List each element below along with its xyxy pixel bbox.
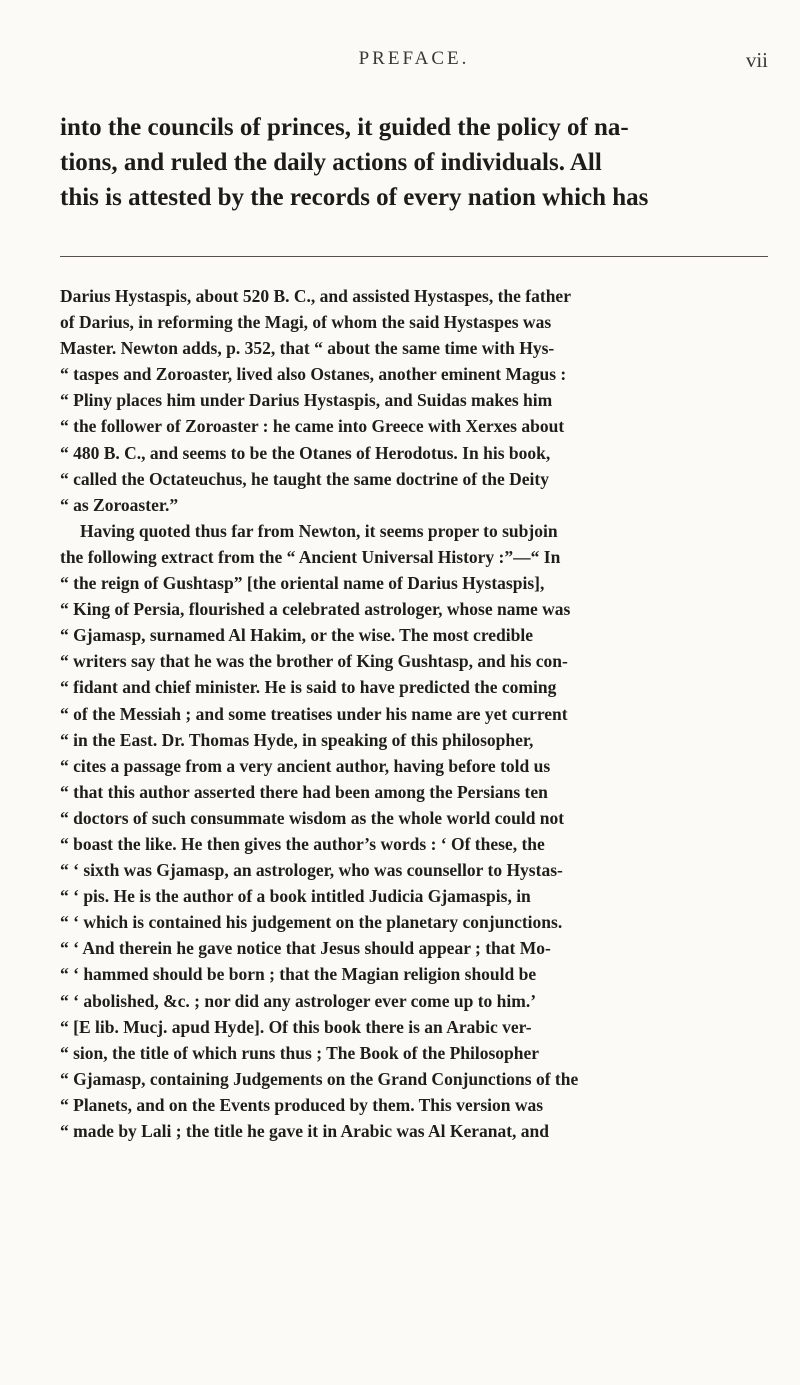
footnote-line: Master. Newton adds, p. 352, that “ about the same time with Hys-: [60, 338, 555, 359]
page-number: vii: [745, 48, 768, 72]
footnote-line: “ the follower of Zoroaster : he came into Greece with Xerxes about: [60, 416, 565, 437]
running-title: PREFACE.: [358, 48, 470, 69]
footnote-line: “ of the Messiah ; and some treatises under his name are yet current: [60, 703, 568, 724]
footnote-line: “ writers say that he was the brother of King Gushtasp, and his con-: [60, 651, 568, 672]
footnote-line: “ ‘ which is contained his judgement on the planetary conjunctions.: [60, 912, 563, 933]
main-text-line: into the councils of princes, it guided the policy of na-: [60, 114, 629, 141]
main-text-line: this is attested by the records of every nation which has: [60, 184, 649, 211]
footnote-line: “ ‘ And therein he gave notice that Jesus should appear ; that Mo-: [60, 938, 551, 959]
footnote-line: “ that this author asserted there had been among the Persians ten: [60, 781, 548, 802]
page-header: [60, 48, 768, 78]
footnote-line: “ Planets, and on the Events produced by them. This version was: [60, 1094, 544, 1115]
footnote: [60, 283, 772, 1144]
footnote-divider: [60, 256, 768, 257]
footnote-line: “ the reign of Gushtasp” [the oriental name of Darius Hystaspis],: [60, 573, 545, 594]
footnote-line: “ fidant and chief minister. He is said to have predicted the coming: [60, 677, 557, 698]
footnote-line: “ in the East. Dr. Thomas Hyde, in speaking of this philosopher,: [60, 729, 534, 750]
footnote-line: “ ‘ sixth was Gjamasp, an astrologer, who was counsellor to Hystas-: [60, 860, 563, 881]
footnote-line: “ cites a passage from a very ancient author, having before told us: [60, 755, 551, 776]
footnote-line: “ doctors of such consummate wisdom as the whole world could not: [60, 807, 565, 828]
footnote-line: “ called the Octateuchus, he taught the same doctrine of the Deity: [60, 468, 549, 489]
footnote-line: “ sion, the title of which runs thus ; The Book of the Philosopher: [60, 1042, 540, 1063]
footnote-line: “ taspes and Zoroaster, lived also Ostanes, another eminent Magus :: [60, 364, 567, 385]
footnote-line: “ Gjamasp, surnamed Al Hakim, or the wise. The most credible: [60, 625, 533, 646]
footnote-line: the following extract from the “ Ancient Universal History :”—“ In: [60, 546, 561, 567]
footnote-line: “ Pliny places him under Darius Hystaspis, and Suidas makes him: [60, 390, 553, 411]
footnote-line: “ [E lib. Mucj. apud Hyde]. Of this book there is an Arabic ver-: [60, 1016, 532, 1037]
footnote-line: “ ‘ abolished, &c. ; nor did any astrologer ever come up to him.’: [60, 990, 537, 1011]
main-text: [60, 110, 770, 215]
footnote-line: “ 480 B. C., and seems to be the Otanes of Herodotus. In his book,: [60, 442, 551, 463]
footnote-line: Darius Hystaspis, about 520 B. C., and assisted Hystaspes, the father: [60, 286, 571, 306]
footnote-line: Having quoted thus far from Newton, it seems proper to subjoin: [80, 520, 558, 541]
footnote-line: “ boast the like. He then gives the author’s words : ‘ Of these, the: [60, 833, 545, 854]
footnote-line: “ made by Lali ; the title he gave it in Arabic was Al Keranat, and: [60, 1121, 550, 1141]
main-text-line: tions, and ruled the daily actions of individuals. All: [60, 149, 602, 176]
footnote-line: “ Gjamasp, containing Judgements on the Grand Conjunctions of the: [60, 1068, 579, 1089]
footnote-line: “ ‘ hammed should be born ; that the Magian religion should be: [60, 964, 537, 985]
footnote-line: “ King of Persia, flourished a celebrated astrologer, whose name was: [60, 599, 571, 620]
footnote-line: of Darius, in reforming the Magi, of whom the said Hystaspes was: [60, 312, 552, 333]
footnote-line: “ as Zoroaster.”: [60, 494, 179, 515]
footnote-line: “ ‘ pis. He is the author of a book intitled Judicia Gjamaspis, in: [60, 886, 531, 907]
